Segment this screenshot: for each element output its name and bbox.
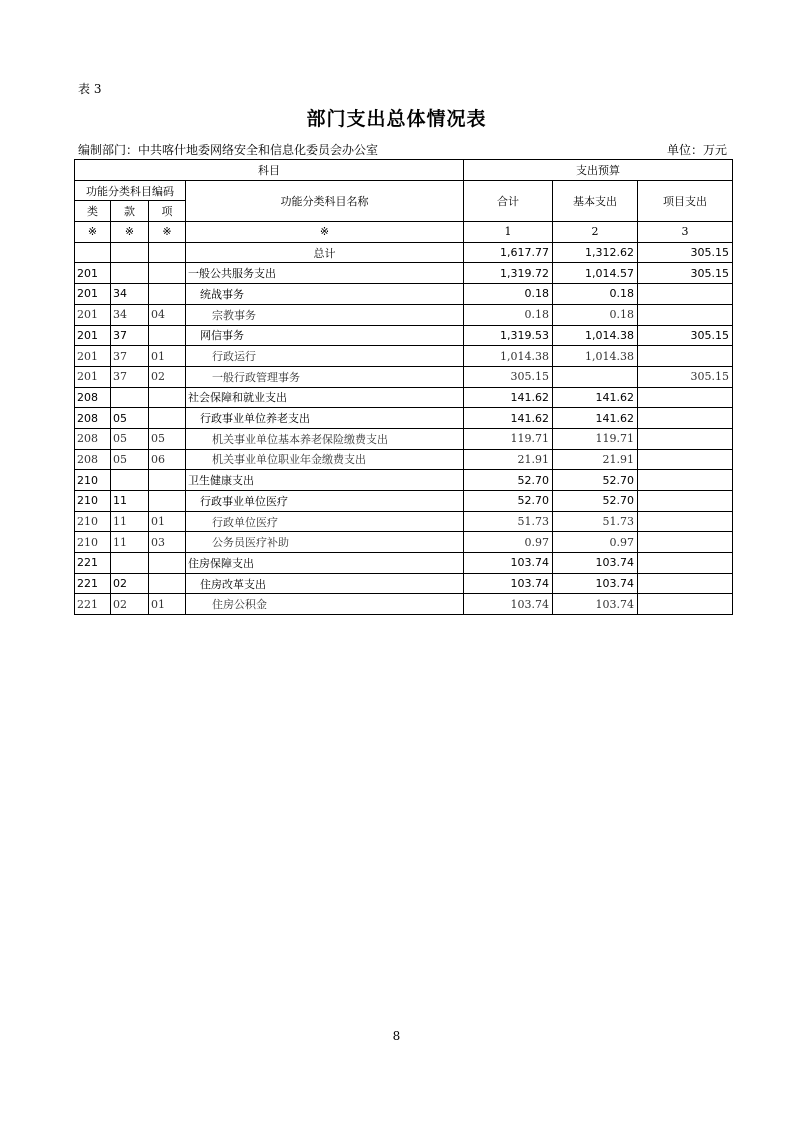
- header-budget: 支出预算: [464, 160, 733, 181]
- row-class-code: 221: [75, 553, 111, 574]
- row-project: [638, 511, 733, 532]
- row-subject-name: 一般公共服务支出: [186, 263, 464, 284]
- table-row: [75, 573, 733, 594]
- row-item-code: 03: [149, 532, 186, 553]
- row-subject-name: 一般行政管理事务: [186, 366, 464, 387]
- row-class-code: 221: [75, 594, 111, 615]
- row-section-code: [111, 470, 149, 491]
- row-basic: 51.73: [553, 511, 638, 532]
- row-class-code: 208: [75, 387, 111, 408]
- header-xiang: 项: [149, 201, 186, 222]
- row-section-code: 37: [111, 346, 149, 367]
- page-title: 部门支出总体情况表: [306, 108, 487, 130]
- row-class-code: 201: [75, 346, 111, 367]
- row-total: 51.73: [464, 511, 553, 532]
- column-number-2: 2: [553, 222, 638, 243]
- row-section-code: 11: [111, 532, 149, 553]
- row-basic: 1,014.57: [553, 263, 638, 284]
- table-row: [75, 304, 733, 325]
- row-total: 1,014.38: [464, 346, 553, 367]
- column-number-3: 3: [638, 222, 733, 243]
- row-item-code: 01: [149, 594, 186, 615]
- header-code-group: 功能分类科目编码: [75, 180, 186, 201]
- table-row: [75, 491, 733, 512]
- table-row: [75, 242, 733, 263]
- expenditure-table: [74, 159, 733, 615]
- row-section-code: 34: [111, 304, 149, 325]
- row-project: [638, 387, 733, 408]
- row-total: 141.62: [464, 408, 553, 429]
- header-kuan: 款: [111, 201, 149, 222]
- header-total: 合计: [464, 180, 553, 221]
- row-section-code: 11: [111, 491, 149, 512]
- table-row: [75, 594, 733, 615]
- row-item-code: 04: [149, 304, 186, 325]
- row-class-code: [75, 242, 111, 263]
- row-section-code: [111, 553, 149, 574]
- row-class-code: 201: [75, 366, 111, 387]
- table-body: [75, 242, 733, 614]
- row-basic: 141.62: [553, 387, 638, 408]
- row-subject-name: 住房公积金: [186, 594, 464, 615]
- table-row: [75, 284, 733, 305]
- row-subject-name: 行政事业单位养老支出: [186, 408, 464, 429]
- row-class-code: 210: [75, 511, 111, 532]
- column-number-1: 1: [464, 222, 553, 243]
- row-section-code: 02: [111, 594, 149, 615]
- row-total: 52.70: [464, 470, 553, 491]
- table-row: [75, 325, 733, 346]
- row-section-code: 11: [111, 511, 149, 532]
- table-row: [75, 346, 733, 367]
- row-basic: 52.70: [553, 491, 638, 512]
- unit-label: 单位：万元: [666, 143, 727, 157]
- table-row: [75, 449, 733, 470]
- row-section-code: [111, 263, 149, 284]
- row-section-code: 37: [111, 366, 149, 387]
- row-project: [638, 408, 733, 429]
- row-project: [638, 304, 733, 325]
- row-total: 103.74: [464, 573, 553, 594]
- row-subject-name: 宗教事务: [186, 304, 464, 325]
- row-basic: 0.18: [553, 304, 638, 325]
- row-project: [638, 284, 733, 305]
- row-basic: 103.74: [553, 594, 638, 615]
- row-section-code: 37: [111, 325, 149, 346]
- row-item-code: [149, 470, 186, 491]
- row-basic: 141.62: [553, 408, 638, 429]
- row-item-code: [149, 284, 186, 305]
- row-item-code: [149, 263, 186, 284]
- row-total: 119.71: [464, 428, 553, 449]
- row-item-code: [149, 325, 186, 346]
- row-total: 1,617.77: [464, 242, 553, 263]
- row-class-code: 210: [75, 470, 111, 491]
- row-subject-name: 卫生健康支出: [186, 470, 464, 491]
- row-section-code: 05: [111, 408, 149, 429]
- header-subject-name: 功能分类科目名称: [186, 180, 464, 221]
- row-basic: 1,014.38: [553, 346, 638, 367]
- row-total: 52.70: [464, 491, 553, 512]
- table-label: 表 3: [78, 82, 102, 96]
- row-project: [638, 449, 733, 470]
- mark-lei: ※: [75, 222, 111, 243]
- row-class-code: 210: [75, 491, 111, 512]
- row-item-code: 02: [149, 366, 186, 387]
- row-subject-name: 机关事业单位职业年金缴费支出: [186, 449, 464, 470]
- row-section-code: [111, 387, 149, 408]
- row-basic: 0.97: [553, 532, 638, 553]
- table-row: [75, 387, 733, 408]
- mark-name: ※: [186, 222, 464, 243]
- row-total: 305.15: [464, 366, 553, 387]
- row-project: 305.15: [638, 366, 733, 387]
- row-subject-name: 总计: [186, 242, 464, 263]
- row-project: 305.15: [638, 263, 733, 284]
- header-basic: 基本支出: [553, 180, 638, 221]
- row-basic: 52.70: [553, 470, 638, 491]
- row-subject-name: 行政运行: [186, 346, 464, 367]
- table-row: [75, 532, 733, 553]
- row-project: [638, 491, 733, 512]
- row-section-code: [111, 242, 149, 263]
- row-class-code: 201: [75, 263, 111, 284]
- row-item-code: [149, 408, 186, 429]
- row-subject-name: 行政单位医疗: [186, 511, 464, 532]
- row-class-code: 221: [75, 573, 111, 594]
- mark-xiang: ※: [149, 222, 186, 243]
- row-total: 141.62: [464, 387, 553, 408]
- header-lei: 类: [75, 201, 111, 222]
- row-total: 103.74: [464, 594, 553, 615]
- row-basic: 103.74: [553, 573, 638, 594]
- row-item-code: [149, 553, 186, 574]
- row-basic: [553, 366, 638, 387]
- row-item-code: 05: [149, 428, 186, 449]
- header-subject: 科目: [75, 160, 464, 181]
- row-basic: 119.71: [553, 428, 638, 449]
- row-class-code: 201: [75, 325, 111, 346]
- row-item-code: [149, 387, 186, 408]
- row-total: 0.18: [464, 304, 553, 325]
- row-class-code: 208: [75, 428, 111, 449]
- row-project: [638, 532, 733, 553]
- row-item-code: [149, 242, 186, 263]
- row-total: 103.74: [464, 553, 553, 574]
- row-item-code: 06: [149, 449, 186, 470]
- row-project: 305.15: [638, 325, 733, 346]
- header-project: 项目支出: [638, 180, 733, 221]
- row-subject-name: 住房保障支出: [186, 553, 464, 574]
- row-project: [638, 470, 733, 491]
- row-section-code: 05: [111, 428, 149, 449]
- table-header: [75, 160, 733, 243]
- row-subject-name: 住房改革支出: [186, 573, 464, 594]
- row-class-code: 208: [75, 408, 111, 429]
- row-basic: 103.74: [553, 553, 638, 574]
- mark-kuan: ※: [111, 222, 149, 243]
- table-row: [75, 553, 733, 574]
- row-class-code: 201: [75, 284, 111, 305]
- row-project: [638, 346, 733, 367]
- row-subject-name: 机关事业单位基本养老保险缴费支出: [186, 428, 464, 449]
- table-row: [75, 263, 733, 284]
- page-number: 8: [392, 1029, 401, 1043]
- row-total: 1,319.53: [464, 325, 553, 346]
- row-basic: 0.18: [553, 284, 638, 305]
- row-basic: 1,014.38: [553, 325, 638, 346]
- row-basic: 21.91: [553, 449, 638, 470]
- table-row: [75, 408, 733, 429]
- table-row: [75, 511, 733, 532]
- row-section-code: 02: [111, 573, 149, 594]
- row-class-code: 201: [75, 304, 111, 325]
- row-item-code: 01: [149, 346, 186, 367]
- row-project: [638, 428, 733, 449]
- row-item-code: [149, 573, 186, 594]
- row-total: 21.91: [464, 449, 553, 470]
- row-total: 1,319.72: [464, 263, 553, 284]
- row-subject-name: 行政事业单位医疗: [186, 491, 464, 512]
- row-project: [638, 573, 733, 594]
- compiling-department: 编制部门：中共喀什地委网络安全和信息化委员会办公室: [78, 143, 379, 157]
- row-project: 305.15: [638, 242, 733, 263]
- row-subject-name: 统战事务: [186, 284, 464, 305]
- row-class-code: 208: [75, 449, 111, 470]
- row-total: 0.97: [464, 532, 553, 553]
- table-row: [75, 470, 733, 491]
- row-subject-name: 公务员医疗补助: [186, 532, 464, 553]
- row-basic: 1,312.62: [553, 242, 638, 263]
- table-row: [75, 428, 733, 449]
- row-section-code: 34: [111, 284, 149, 305]
- row-item-code: 01: [149, 511, 186, 532]
- row-project: [638, 594, 733, 615]
- row-subject-name: 社会保障和就业支出: [186, 387, 464, 408]
- row-section-code: 05: [111, 449, 149, 470]
- row-total: 0.18: [464, 284, 553, 305]
- table-row: [75, 366, 733, 387]
- row-item-code: [149, 491, 186, 512]
- row-project: [638, 553, 733, 574]
- row-class-code: 210: [75, 532, 111, 553]
- row-subject-name: 网信事务: [186, 325, 464, 346]
